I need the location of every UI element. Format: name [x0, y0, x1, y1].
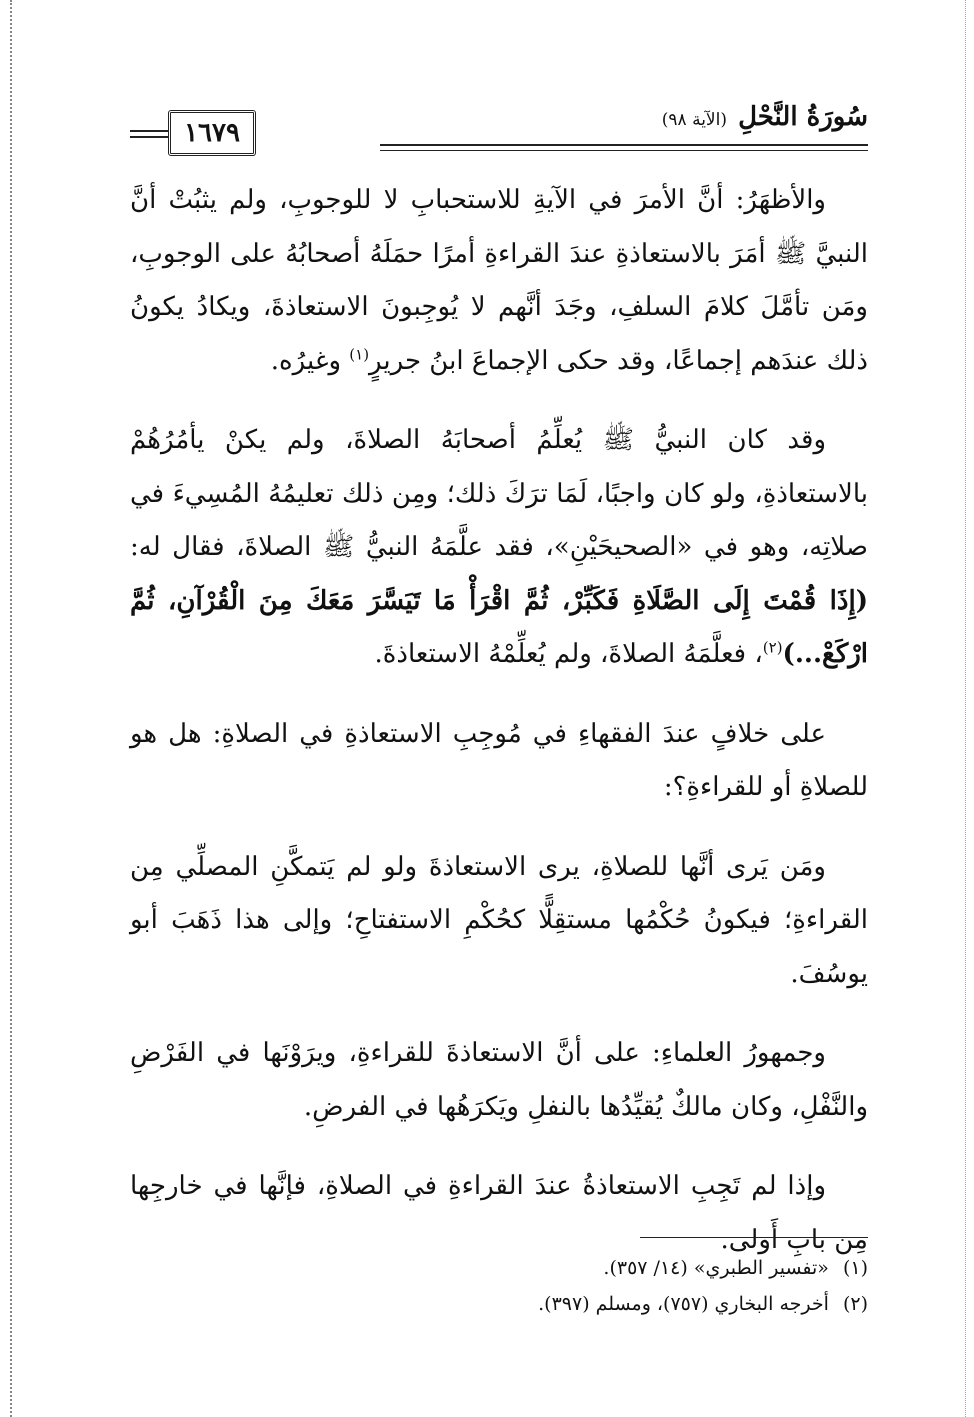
footnote-text: أخرجه البخاري (٧٥٧)، ومسلم (٣٩٧). [538, 1293, 829, 1315]
surah-name: سُورَةُ النَّحْلِ [738, 102, 868, 132]
footnote-separator [640, 1237, 868, 1238]
footnotes [130, 1250, 868, 1322]
footnote-marker: (٢) [762, 638, 783, 657]
ayah-reference: (الآية ٩٨) [661, 110, 727, 130]
page-right-edge [965, 0, 974, 1417]
paragraph-text: وقد كان النبيُّ ﷺ يُعلِّمُ أصحابَهُ الصلاةَ، ولم يكنْ يأمُرُهُمْ بالاستعاذةِ، ولو كان واجبًا، لَمَا ترَكَ ذلك؛ ومِن ذلك تعليمُهُ المُسِيءَ في صلاتِه، وهو في «الصحيحَيْنِ»، فقد علَّمَهُ النبيُّ ﷺ الصلاةَ، فقال له: [130, 425, 869, 562]
paragraph-text: ، فعلَّمَهُ الصلاةَ، ولم يُعلِّمْهُ الاستعاذةَ. [374, 639, 763, 669]
header-rule-left-double [130, 136, 168, 138]
footnote-marker: (١) [349, 344, 370, 363]
footnote-2 [130, 1286, 868, 1322]
paragraph-2 [130, 414, 868, 682]
header-rule-right [380, 144, 868, 146]
paragraph-text: والأظهَرُ: أنَّ الأمرَ في الآيةِ للاستحبابِ لا للوجوبِ، ولم يثبُتْ أنَّ النبيَّ ﷺ أمَرَ بالاستعاذةِ عندَ القراءةِ أمرًا حمَلَهُ أصحابُهُ على الوجوبِ، ومَن تأمَّلَ كلامَ السلفِ، وجَدَ أنَّهم لا يُوجِبونَ الاستعاذةَ، ويكادُ يكونُ ذلك عندَهم إجماعًا، وقد حكى الإجماعَ ابنُ جريرٍ [130, 185, 868, 376]
paragraph-4: ومَن يَرى أنَّها للصلاةِ، يرى الاستعاذةَ ولو لم يَتمكَّنِ المصلِّي مِن القراءةِ؛ فيكونُ حُكْمُها مستقِلًّا كحُكْمِ الاستفتاحِ؛ وإلى هذا ذَهَبَ أبو يوسُفَ. [130, 851, 868, 989]
paragraph-text: وغيرُه. [270, 345, 350, 376]
footnote-number: (١) [842, 1257, 868, 1279]
page-number-box [168, 110, 256, 156]
running-title [662, 102, 868, 132]
paragraph-6: وإذا لم تَجِبِ الاستعاذةُ عندَ القراءةِ في الصلاةِ، فإنَّها في خارجِها مِن بابِ أَولى. [130, 1171, 868, 1255]
paragraph-1 [130, 174, 868, 388]
page-header [130, 100, 868, 156]
header-rule-right-double [380, 150, 868, 151]
main-text [130, 174, 868, 1293]
footnote-text: «تفسير الطبري» (١٤/ ٣٥٧). [603, 1257, 829, 1279]
hadith-quote: (إِذَا قُمْتَ إِلَى الصَّلَاةِ فَكَبِّرْ، ثُمَّ اقْرَأْ مَا تَيَسَّرَ مَعَكَ مِنَ الْقُرْآنِ، ثُمَّ ارْكَعْ...) [130, 585, 868, 669]
paragraph-5: وجمهورُ العلماءِ: على أنَّ الاستعاذةَ للقراءةِ، ويرَوْنَها في الفَرْضِ والنَّفْلِ، وكان مالكٌ يُقيِّدُها بالنفلِ ويَكرَهُها في الفرضِ. [130, 1038, 868, 1122]
footnote-number: (٢) [842, 1293, 868, 1315]
page-number: ١٦٧٩ [184, 118, 240, 148]
paragraph-3: على خلافٍ عندَ الفقهاءِ في مُوجِبِ الاستعاذةِ في الصلاةِ: هل هو للصلاةِ أو للقراءةِ؟: [130, 718, 868, 802]
page-left-edge [0, 0, 12, 1417]
header-rule-left [130, 130, 168, 132]
footnote-1 [130, 1250, 868, 1286]
